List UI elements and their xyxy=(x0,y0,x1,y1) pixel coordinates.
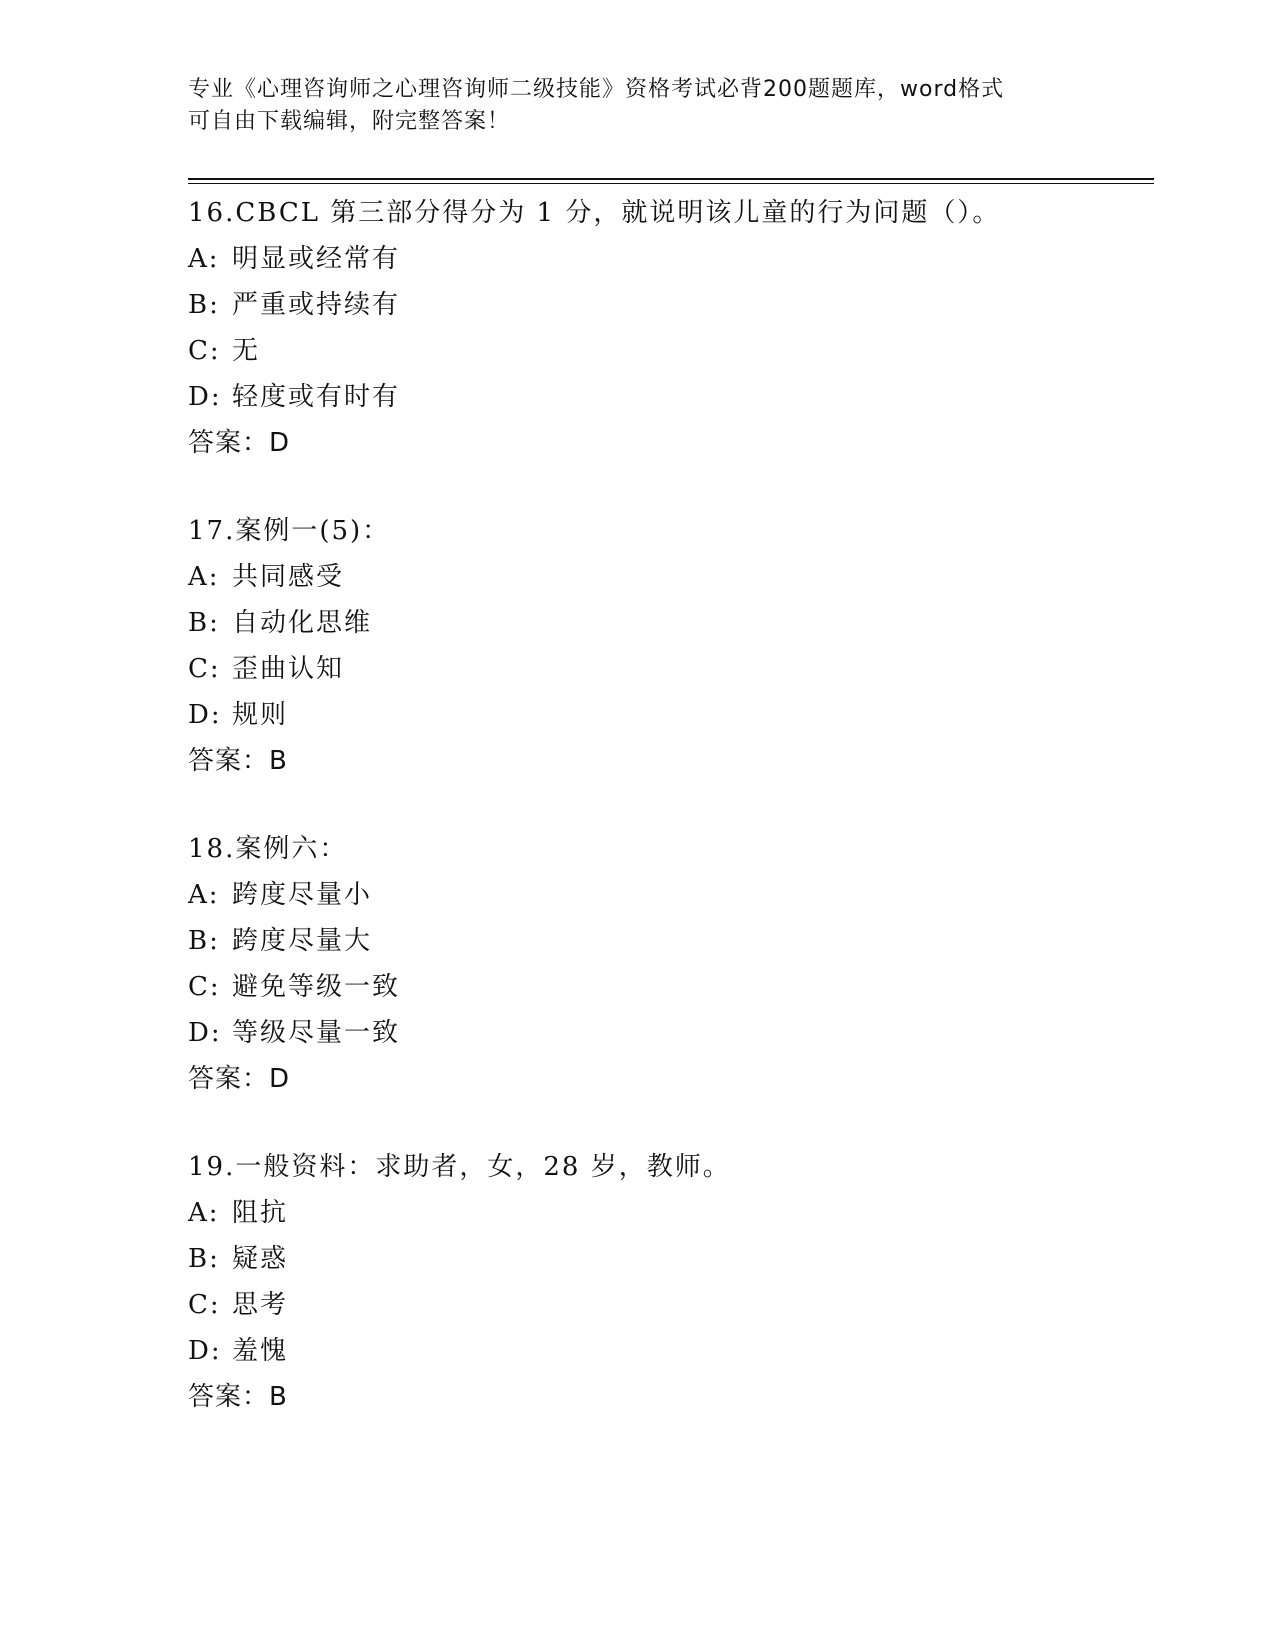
option-key: D: xyxy=(188,700,222,730)
option-c xyxy=(188,1282,1154,1328)
question-stem: 17.案例一(5)： xyxy=(188,516,391,546)
option-text: 无 xyxy=(232,336,261,366)
header-divider-thin xyxy=(188,183,1154,184)
option-d xyxy=(188,374,1154,420)
header-line-1: 专业《心理咨询师之心理咨询师二级技能》资格考试必背200题题库，word格式 xyxy=(188,77,1005,102)
option-text: 阻抗 xyxy=(232,1198,289,1228)
question-stem: 16.CBCL 第三部分得分为 1 分，就说明该儿童的行为问题（）。 xyxy=(188,198,1001,228)
option-c xyxy=(188,646,1154,692)
option-key: A: xyxy=(188,1198,220,1228)
answer-line: 答案：B xyxy=(188,746,288,776)
header-divider-thick xyxy=(188,178,1154,180)
option-key: B: xyxy=(188,1244,220,1274)
option-key: D: xyxy=(188,1336,222,1366)
option-text: 羞愧 xyxy=(232,1336,289,1366)
question-18 xyxy=(188,826,1154,1102)
question-stem: 19.一般资料：求助者，女，28 岁，教师。 xyxy=(188,1152,731,1182)
option-text: 轻度或有时有 xyxy=(232,382,401,412)
option-key: B: xyxy=(188,608,220,638)
option-text: 自动化思维 xyxy=(232,608,373,638)
option-d xyxy=(188,692,1154,738)
option-text: 明显或经常有 xyxy=(232,244,401,274)
option-text: 思考 xyxy=(232,1290,289,1320)
option-b xyxy=(188,282,1154,328)
document-header xyxy=(188,74,1088,138)
question-16 xyxy=(188,190,1154,466)
option-key: D: xyxy=(188,1018,222,1048)
question-stem: 18.案例六： xyxy=(188,834,348,864)
question-19 xyxy=(188,1144,1154,1420)
answer-line: 答案：B xyxy=(188,1382,288,1412)
option-a xyxy=(188,872,1154,918)
option-text: 疑惑 xyxy=(232,1244,289,1274)
option-text: 规则 xyxy=(232,700,289,730)
option-a xyxy=(188,554,1154,600)
option-text: 等级尽量一致 xyxy=(232,1018,401,1048)
option-key: A: xyxy=(188,562,220,592)
option-key: B: xyxy=(188,926,220,956)
option-b xyxy=(188,918,1154,964)
option-text: 歪曲认知 xyxy=(232,654,345,684)
option-text: 跨度尽量小 xyxy=(232,880,373,910)
option-key: C: xyxy=(188,336,221,366)
option-key: D: xyxy=(188,382,222,412)
option-b xyxy=(188,1236,1154,1282)
option-d xyxy=(188,1328,1154,1374)
option-a xyxy=(188,1190,1154,1236)
header-line-2: 可自由下载编辑，附完整答案！ xyxy=(188,109,511,134)
option-d xyxy=(188,1010,1154,1056)
answer-line: 答案：D xyxy=(188,1064,291,1094)
question-list xyxy=(188,190,1154,1462)
option-key: C: xyxy=(188,654,221,684)
option-c xyxy=(188,328,1154,374)
option-a xyxy=(188,236,1154,282)
option-b xyxy=(188,600,1154,646)
option-key: A: xyxy=(188,244,220,274)
option-text: 跨度尽量大 xyxy=(232,926,373,956)
option-key: C: xyxy=(188,972,221,1002)
option-key: B: xyxy=(188,290,220,320)
option-text: 避免等级一致 xyxy=(232,972,401,1002)
option-text: 严重或持续有 xyxy=(232,290,401,320)
answer-line: 答案：D xyxy=(188,428,291,458)
option-key: A: xyxy=(188,880,220,910)
question-17 xyxy=(188,508,1154,784)
option-text: 共同感受 xyxy=(232,562,345,592)
option-key: C: xyxy=(188,1290,221,1320)
option-c xyxy=(188,964,1154,1010)
